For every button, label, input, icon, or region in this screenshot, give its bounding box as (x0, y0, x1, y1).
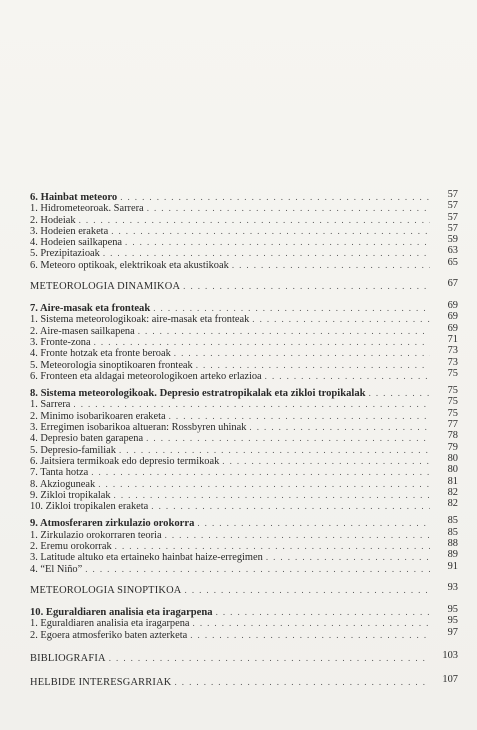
dot-leader (252, 314, 430, 325)
toc-page-number: 63 (447, 245, 458, 257)
dot-leader (146, 433, 430, 444)
toc-entry-title: 5. Depresio-familiak (30, 444, 116, 456)
toc-item[interactable] (30, 464, 458, 479)
toc-entry-title: 8. Sistema meteorologikoak. Depresio estratropikalak eta zikloi tropikalak (30, 388, 366, 400)
toc-page-number: 75 (447, 407, 458, 419)
toc-page-number: 65 (447, 256, 458, 268)
toc-page-number: 57 (447, 211, 458, 223)
toc-entry-title: 2. Egoera atmosferiko baten azterketa (30, 629, 188, 641)
toc-item[interactable] (30, 234, 458, 249)
dot-leader (216, 607, 430, 618)
toc-page-number: 57 (447, 222, 458, 234)
toc-chapter-10[interactable] (30, 603, 458, 618)
toc-item[interactable] (30, 200, 458, 215)
toc-entry-title: 4. “El Niño” (30, 563, 83, 575)
toc-entry-title: 10. Zikloi tropikalen eraketa (30, 501, 149, 513)
dot-leader (190, 630, 430, 641)
toc-page-number: 71 (447, 333, 458, 345)
toc-item[interactable] (30, 475, 458, 490)
toc-page-number: 97 (447, 626, 458, 638)
toc-page-number: 78 (447, 430, 458, 442)
toc-item[interactable] (30, 498, 458, 513)
dot-leader (111, 226, 430, 237)
toc-page-number: 82 (447, 486, 458, 498)
dot-leader (94, 337, 430, 348)
toc-entry-title: 1. Hidrometeoroak. Sarrera (30, 203, 144, 215)
dot-leader (197, 518, 430, 529)
toc-page-number: 80 (447, 464, 458, 476)
toc-page-number: 75 (447, 385, 458, 397)
toc-item[interactable] (30, 452, 458, 467)
dot-leader (175, 677, 431, 688)
toc-entry-title: 2. Minimo isobarikoaren eraketa (30, 410, 166, 422)
toc-helbide-interesgarriak[interactable] (30, 673, 458, 689)
toc-item[interactable] (30, 560, 458, 575)
toc-item[interactable] (30, 333, 458, 348)
dot-leader (85, 564, 430, 575)
toc-page-number: 57 (447, 189, 458, 200)
toc-item[interactable] (30, 407, 458, 422)
toc-page-number: 75 (447, 367, 458, 379)
toc-entry-title: BIBLIOGRAFIA (30, 652, 106, 664)
toc-page-number: 73 (447, 356, 458, 368)
toc-entry-title: 5. Prezipitazioak (30, 248, 100, 260)
toc-entry-title: 7. Tanta hotza (30, 467, 89, 479)
toc-item[interactable] (30, 526, 458, 541)
toc-page-number: 95 (447, 603, 458, 615)
toc-part-dinamikoa[interactable] (30, 278, 458, 293)
toc-entry-title: METEOROLOGIA SINOPTIKOA (30, 584, 182, 596)
dot-leader (138, 326, 430, 337)
dot-leader (265, 371, 430, 382)
toc-entry-title: 2. Eremu orokorrak (30, 541, 112, 553)
toc-item[interactable] (30, 626, 458, 641)
toc-entry-title: 7. Aire-masak eta fronteak (30, 303, 151, 315)
dot-leader (73, 399, 430, 410)
toc-item[interactable] (30, 222, 458, 237)
toc-entry-title: 3. Erregimen isobarikoa altueran: Rossbyren uhinak (30, 422, 247, 434)
dot-leader (369, 388, 430, 399)
toc-item[interactable] (30, 430, 458, 445)
dot-leader (196, 360, 430, 371)
toc-entry-title: 2. Aire-masen sailkapena (30, 325, 135, 337)
toc-entry-title: 4. Fronte hotzak eta fronte beroak (30, 348, 171, 360)
toc-item[interactable] (30, 245, 458, 260)
toc-page-number: 89 (447, 549, 458, 561)
toc-item[interactable] (30, 549, 458, 564)
dot-leader (153, 303, 430, 314)
toc-page-number: 81 (447, 475, 458, 487)
toc-entry-title: 6. Fronteen eta aldagai meteorologikoen arteko erlazioa (30, 370, 262, 382)
toc-entry-title: 9. Zikloi tropikalak (30, 489, 111, 501)
dot-leader (119, 445, 430, 456)
toc-entry-title: 8. Akzioguneak (30, 478, 96, 490)
dot-leader (185, 585, 430, 596)
toc-part-sinoptikoa[interactable] (30, 581, 458, 597)
toc-page-number: 80 (447, 452, 458, 464)
toc-item[interactable] (30, 345, 458, 360)
toc-chapter-9[interactable] (30, 515, 458, 530)
dot-leader (120, 192, 430, 203)
dot-leader (115, 541, 430, 552)
toc-page-number: 93 (447, 581, 458, 593)
toc-entry-title: 4. Hodeien sailkapena (30, 237, 123, 249)
dot-leader (222, 456, 430, 467)
toc-chapter-7[interactable] (30, 300, 458, 315)
toc-page-number: 69 (447, 300, 458, 312)
toc-page-number: 57 (447, 200, 458, 212)
dot-leader (151, 501, 430, 512)
dot-leader (169, 411, 430, 422)
toc-chapter-8[interactable] (30, 385, 458, 400)
toc-page-number: 75 (447, 396, 458, 408)
toc-entry-title: 3. Latitude altuko eta ertaineko hainbat haize-erregimen (30, 552, 263, 564)
toc-entry-title: 6. Hainbat meteoro (30, 192, 118, 203)
toc-entry-title: 1. Zirkulazio orokorraren teoria (30, 529, 162, 541)
toc-item[interactable] (30, 615, 458, 630)
toc-entry-title: HELBIDE INTERESGARRIAK (30, 676, 172, 688)
dot-leader (125, 237, 430, 248)
dot-leader (249, 422, 430, 433)
table-of-contents (30, 189, 458, 689)
dot-leader (103, 248, 430, 259)
toc-item[interactable] (30, 211, 458, 226)
toc-page-number: 77 (447, 419, 458, 431)
toc-page-number: 85 (447, 526, 458, 538)
dot-leader (109, 653, 430, 664)
toc-item[interactable] (30, 311, 458, 326)
toc-entry-title: 2. Hodeiak (30, 214, 76, 226)
toc-entry-title: 6. Meteoro optikoak, elektrikoak eta akustikoak (30, 259, 229, 271)
toc-entry-title: 6. Jaitsiera termikoak edo depresio termikoak (30, 455, 220, 467)
toc-item[interactable] (30, 356, 458, 371)
dot-leader (266, 552, 430, 563)
dot-leader (91, 467, 430, 478)
toc-page-number: 67 (447, 278, 458, 290)
dot-leader (114, 490, 430, 501)
toc-page-number: 82 (447, 498, 458, 510)
toc-item[interactable] (30, 419, 458, 434)
toc-entry-title: 3. Hodeien eraketa (30, 225, 109, 237)
dot-leader (174, 348, 430, 359)
toc-page-number: 73 (447, 345, 458, 357)
toc-entry-title: 1. Eguraldiaren analisia eta iragarpena (30, 618, 190, 630)
dot-leader (165, 530, 430, 541)
dot-leader (232, 260, 430, 271)
toc-item[interactable] (30, 256, 458, 271)
toc-bibliografia[interactable] (30, 649, 458, 665)
dot-leader (193, 618, 430, 629)
toc-entry-title: 3. Fronte-zona (30, 336, 91, 348)
toc-entry-title: 1. Sarrera (30, 399, 71, 411)
toc-page-number: 59 (447, 234, 458, 246)
toc-page-number: 69 (447, 322, 458, 334)
toc-entry-title: 4. Depresio baten garapena (30, 433, 144, 445)
toc-entry-title: 9. Atmosferaren zirkulazio orokorra (30, 518, 195, 530)
toc-page-number: 85 (447, 515, 458, 527)
dot-leader (183, 281, 430, 292)
toc-page-number: 107 (442, 673, 458, 685)
toc-entry-title: 5. Meteorologia sinoptikoaren fronteak (30, 359, 193, 371)
dot-leader (79, 215, 430, 226)
dot-leader (98, 479, 430, 490)
toc-item[interactable] (30, 441, 458, 456)
toc-page-number: 103 (442, 649, 458, 661)
toc-page-number: 88 (447, 538, 458, 550)
toc-page-number: 79 (447, 441, 458, 453)
toc-chapter-6[interactable] (30, 189, 458, 203)
toc-item[interactable] (30, 322, 458, 337)
toc-item[interactable] (30, 367, 458, 382)
toc-page-number: 95 (447, 615, 458, 627)
toc-entry-title: 10. Eguraldiaren analisia eta iragarpena (30, 606, 213, 618)
toc-item[interactable] (30, 396, 458, 411)
toc-entry-title: METEOROLOGIA DINAMIKOA (30, 281, 181, 293)
dot-leader (147, 203, 430, 214)
toc-page-number: 69 (447, 311, 458, 323)
toc-item[interactable] (30, 486, 458, 501)
toc-page-number: 91 (447, 560, 458, 572)
toc-entry-title: 1. Sistema meteorologikoak: aire-masak eta fronteak (30, 314, 250, 326)
toc-item[interactable] (30, 538, 458, 553)
